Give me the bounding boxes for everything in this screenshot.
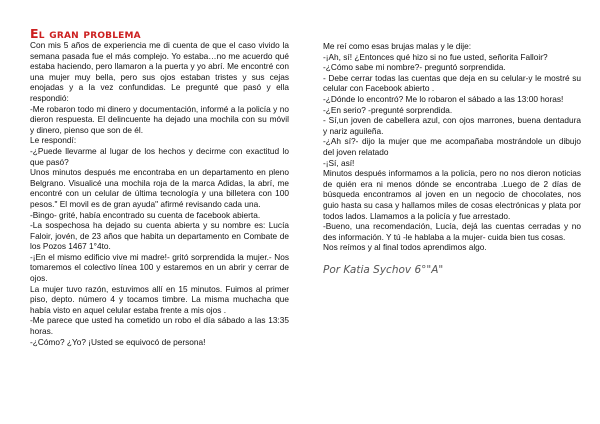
paragraph: -¡Ah, sí! ¿Entonces qué hizo si no fue usted, señorita Falloir?: [323, 51, 548, 62]
left-column: [30, 40, 289, 347]
paragraph: -Bueno, una recomendación, Lucía, dejá las cuentas cerradas y no des información. Y tú -le hablaba a la mujer- cuida bien tus cosas.: [323, 221, 581, 242]
paragraph: Unos minutos después me encontraba en un departamento en pleno Belgrano. Visualicé una mochila roja de la marca Adidas, la abrí, me encontré con un celular de última tecnología y una billetera con 100 pesos." El movil es de gran ayuda" afirmé revisando cada una.: [30, 167, 289, 209]
story-title: El gran problema: [30, 26, 141, 41]
paragraph: -Me parece que usted ha cometido un robo el día sábado a las 13:35 horas.: [30, 315, 289, 337]
paragraph: Con mis 5 años de experiencia me di cuenta de que el caso vivido la semana pasada fue el más complejo. Yo estaba…no me acuerdo qué estaba haciendo, pero llamaron a la puerta y yo abrí. Me encontré con una mujer muy bella, pero sus ojos estaban tristes y sus cejas enojadas y a la vez confundidas. Le pregunté que pasó y ella respondió:: [30, 40, 289, 103]
paragraph: Minutos después informamos a la policía, pero no nos dieron noticias de quién era ni menos dónde se encontraba .Luego de 2 días de búsqueda encontramos al joven en un negocio de chocolates, nos guio hasta su casa y hallamos miles de cosas electrónicas y plata por todos lados. Llamamos a la policía y fue arrestado.: [323, 168, 581, 221]
paragraph: -La sospechosa ha dejado su cuenta abierta y su nombre es: Lucía Faloir, jovén, de 23 años que habita un departamento en Combate de los Pozos 1467 1°4to.: [30, 220, 289, 252]
paragraph: - Debe cerrar todas las cuentas que deja en su celular-y le mostré su celular con Facebook abierto .: [323, 72, 581, 94]
paragraph: -¡Sí, así!: [323, 157, 355, 168]
paragraph: -¿Ah sí?- dijo la mujer que me acompañaba mostrándole un dibujo del joven relatado: [323, 136, 581, 157]
paragraph: Le respondí:: [30, 135, 77, 146]
paragraph: Nos reímos y al final todos aprendimos algo.: [323, 242, 487, 253]
paragraph: La mujer tuvo razón, estuvimos allí en 15 minutos. Fuimos al primer piso, depto. número 4 y tocamos timbre. La misma muchacha que había visto en aquel celular estaba frente a mis ojos .: [30, 283, 289, 315]
paragraph: -Me robaron todo mi dinero y documentación, informé a la policía y no dieron respuesta. El delincuente ha dejado una mochila con su móvil y dinero, pienso que son de él.: [30, 103, 289, 135]
paragraph: -¿Dónde lo encontró? Me lo robaron el sábado a las 13:00 horas!: [323, 93, 564, 104]
paragraph: -¿Puede llevarme al lugar de los hechos y decirme con exactitud lo que pasó?: [30, 145, 289, 167]
paragraph: -¿En serio? -pregunté sorprendida.: [323, 104, 453, 115]
author-signature: Por Katia Sychov 6°"A": [323, 263, 444, 276]
paragraph: -¿Cómo? ¿Yo? ¡Usted se equivocó de persona!: [30, 336, 206, 347]
paragraph: - Sí,un joven de cabellera azul, con ojos marrones, buena dentadura y nariz aguileña.: [323, 115, 581, 136]
paragraph: Me reí como esas brujas malas y le dije:: [323, 41, 472, 51]
right-column: [323, 41, 581, 275]
paragraph: -¿Cómo sabe mi nombre?- preguntó sorprendida.: [323, 62, 506, 73]
paragraph: -Bingo- grité, había encontrado su cuenta de facebook abierta.: [30, 209, 261, 220]
paragraph: -¡En el mismo edificio vive mi madre!- gritó sorprendida la mujer.- Nos tomaremos el colectivo línea 100 y estaremos en un abrir y cerrar de ojos.: [30, 251, 289, 284]
